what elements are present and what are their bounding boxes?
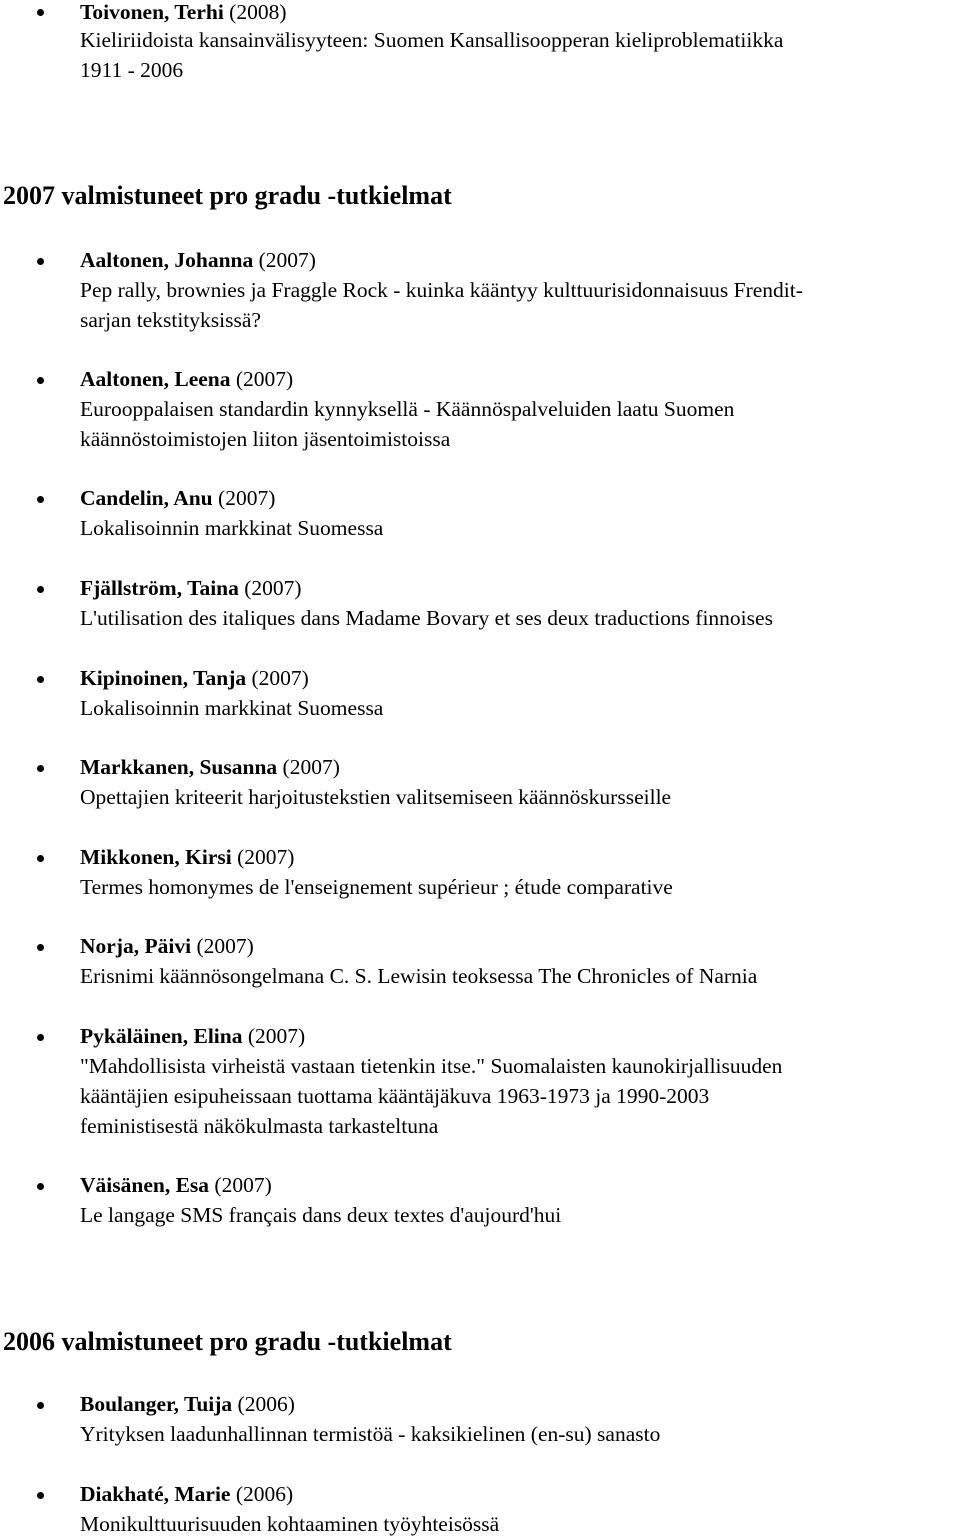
thesis-title-line: Le langage SMS français dans deux textes d'aujourd'hui: [80, 1203, 562, 1227]
thesis-title-line: Eurooppalaisen standardin kynnyksellä - Käännöspalveluiden laatu Suomen: [80, 397, 735, 421]
author-name: Aaltonen, Leena: [80, 367, 231, 391]
thesis-year: (2006): [235, 1482, 294, 1506]
bullet-icon: [37, 586, 44, 593]
thesis-title-line: Termes homonymes de l'enseignement supérieur ; étude comparative: [80, 875, 673, 899]
thesis-title-line: feministisestä näkökulmasta tarkasteltuna: [80, 1114, 439, 1138]
thesis-year: (2008): [229, 0, 287, 24]
thesis-title-line: Monikulttuurisuuden kohtaaminen työyhteisössä: [80, 1512, 500, 1536]
thesis-year: (2007): [214, 1173, 272, 1197]
thesis-title-line: 1911 - 2006: [80, 58, 184, 82]
thesis-title-line: L'utilisation des italiques dans Madame Bovary et ses deux traductions finnoises: [80, 606, 773, 630]
author-name: Toivonen, Terhi: [80, 0, 224, 24]
bullet-icon: [37, 9, 44, 16]
thesis-title-line: Yrityksen laadunhallinnan termistöä - kaksikielinen (en-su) sanasto: [80, 1422, 661, 1446]
thesis-year: (2007): [282, 755, 340, 779]
bullet-icon: [37, 1034, 44, 1041]
section-heading-2006: 2006 valmistuneet pro gradu -tutkielmat: [3, 1327, 452, 1356]
thesis-year: (2007): [218, 486, 276, 510]
bullet-icon: [37, 676, 44, 683]
author-name: Norja, Päivi: [80, 934, 192, 958]
thesis-title-line: Lokalisoinnin markkinat Suomessa: [80, 516, 384, 540]
bullet-icon: [37, 1492, 44, 1499]
author-name: Mikkonen, Kirsi: [80, 845, 232, 869]
thesis-year: (2007): [237, 845, 295, 869]
bullet-icon: [37, 496, 44, 503]
thesis-year: (2006): [237, 1392, 295, 1416]
bullet-icon: [37, 258, 44, 265]
thesis-title-line: Pep rally, brownies ja Fraggle Rock - kuinka kääntyy kulttuurisidonnaisuus Frendit-: [80, 278, 803, 302]
thesis-title-line: sarjan tekstityksissä?: [80, 308, 261, 332]
bullet-icon: [37, 1402, 44, 1409]
thesis-title-line: kääntäjien esipuheissaan tuottama kääntäjäkuva 1963-1973 ja 1990-2003: [80, 1084, 710, 1108]
author-name: Pykäläinen, Elina: [80, 1024, 243, 1048]
thesis-title-line: Lokalisoinnin markkinat Suomessa: [80, 696, 384, 720]
bullet-icon: [37, 377, 44, 384]
author-name: Candelin, Anu: [80, 486, 213, 510]
author-name: Fjällström, Taina: [80, 576, 239, 600]
bullet-icon: [37, 765, 44, 772]
thesis-year: (2007): [244, 576, 302, 600]
thesis-year: (2007): [235, 367, 294, 391]
author-name: Kipinoinen, Tanja: [80, 666, 247, 690]
thesis-year: (2007): [258, 248, 316, 272]
bullet-icon: [37, 1183, 44, 1190]
section-heading-2007: 2007 valmistuneet pro gradu -tutkielmat: [3, 181, 452, 210]
thesis-title-line: Erisnimi käännösongelmana C. S. Lewisin teoksessa The Chronicles of Narnia: [80, 964, 758, 988]
author-name: Aaltonen, Johanna: [80, 248, 254, 272]
bullet-icon: [37, 944, 44, 951]
thesis-year: (2007): [251, 666, 309, 690]
author-name: Boulanger, Tuija: [80, 1392, 233, 1416]
bullet-icon: [37, 855, 44, 862]
author-name: Väisänen, Esa: [80, 1173, 210, 1197]
thesis-title-line: "Mahdollisista virheistä vastaan tietenkin itse." Suomalaisten kaunokirjallisuuden: [80, 1054, 783, 1078]
thesis-title-line: Kieliriidoista kansainvälisyyteen: Suomen Kansallisoopperan kieliproblematiikka: [80, 28, 784, 52]
thesis-year: (2007): [196, 934, 254, 958]
thesis-title-line: käännöstoimistojen liiton jäsentoimistoissa: [80, 427, 451, 451]
author-name: Markkanen, Susanna: [80, 755, 278, 779]
thesis-year: (2007): [247, 1024, 306, 1048]
thesis-title-line: Opettajien kriteerit harjoitustekstien valitsemiseen käännöskursseille: [80, 785, 672, 809]
author-name: Diakhaté, Marie: [80, 1482, 231, 1506]
